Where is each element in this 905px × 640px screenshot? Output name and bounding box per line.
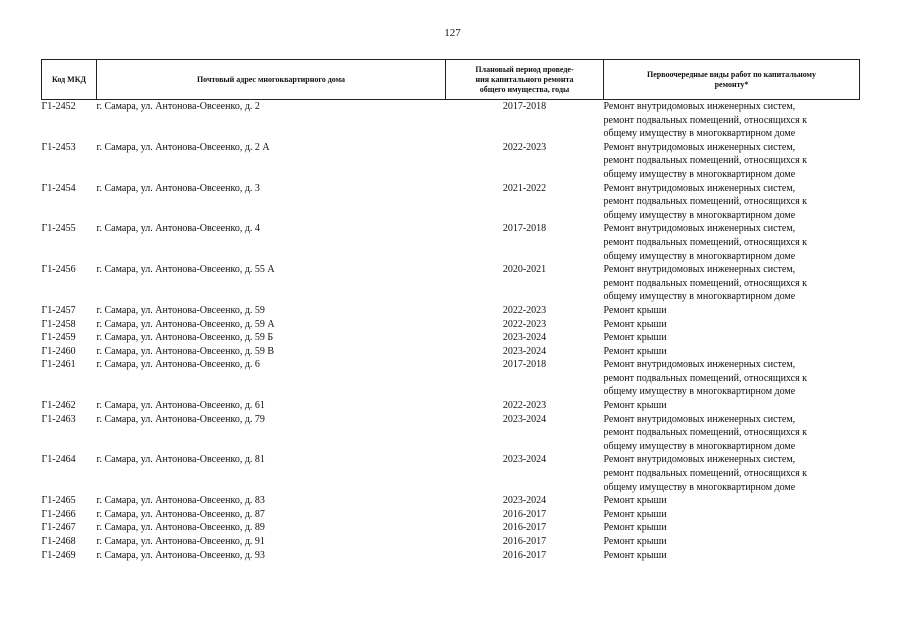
table-row [42,182,860,223]
row-works-line: ремонт подвальных помещений, относящихся к [603,155,808,167]
table-row [42,331,860,345]
row-works [604,222,860,263]
row-works-line: ремонт подвальных помещений, относящихся к [603,196,808,208]
table-row [42,345,860,359]
row-code: Г1-2454 [41,182,76,194]
row-period: 2022-2023 [502,400,547,412]
row-works-line: общему имуществу в многоквартирном доме [603,440,796,452]
row-works-line: Ремонт внутридомовых инженерных систем, [603,264,796,276]
row-period: 2020-2021 [502,264,547,276]
page-number: 127 [444,27,461,39]
row-code: Г1-2453 [41,141,76,153]
row-address: г. Самара, ул. Антонова-Овсеенко, д. 59 Б [96,332,274,344]
row-period: 2023-2024 [502,413,547,425]
row-address: г. Самара, ул. Антонова-Овсеенко, д. 3 [96,182,260,194]
row-works [604,358,860,399]
row-code: Г1-2467 [41,522,76,534]
header-period-line: Плановый период проведе- [475,64,574,74]
row-works [604,182,860,223]
row-code: Г1-2459 [41,332,76,344]
table-row [42,453,860,494]
row-works-line: Ремонт внутридомовых инженерных систем, [603,182,796,194]
row-period: 2023-2024 [502,495,547,507]
row-code: Г1-2460 [41,345,76,357]
table-row [42,263,860,304]
row-works [604,413,860,454]
table-row [42,494,860,508]
row-works [604,399,860,413]
row-works-line: ремонт подвальных помещений, относящихся к [603,114,808,126]
row-works-line: Ремонт внутридомовых инженерных систем, [603,413,796,425]
row-address: г. Самара, ул. Антонова-Овсеенко, д. 59 В [96,345,275,357]
header-period-line: общего имущества, годы [479,84,570,94]
header-code: Код МКД [42,60,97,100]
table-row [42,399,860,413]
row-code: Г1-2457 [41,304,76,316]
row-works-line: ремонт подвальных помещений, относящихся к [603,236,808,248]
row-works [604,453,860,494]
row-works-line: Ремонт крыши [603,304,667,316]
row-address: г. Самара, ул. Антонова-Овсеенко, д. 89 [96,522,265,534]
row-works [604,331,860,345]
repair-schedule-table [41,59,860,562]
row-works-line: общему имуществу в многоквартирном доме [603,250,796,262]
row-works-line: Ремонт крыши [603,400,667,412]
row-works [604,521,860,535]
row-works [604,345,860,359]
header-address: Почтовый адрес многоквартирного дома [97,60,446,100]
row-works-line: Ремонт внутридомовых инженерных систем, [603,454,796,466]
table-row [42,141,860,182]
table-row [42,508,860,522]
row-works-line: ремонт подвальных помещений, относящихся к [603,277,808,289]
row-code: Г1-2469 [41,549,76,561]
row-period: 2017-2018 [502,101,547,112]
row-address: г. Самара, ул. Антонова-Овсеенко, д. 6 [96,359,260,371]
row-works [604,318,860,332]
row-code: Г1-2466 [41,508,76,520]
row-code: Г1-2463 [41,413,76,425]
row-works-line: Ремонт внутридомовых инженерных систем, [603,223,796,235]
row-works-line: ремонт подвальных помещений, относящихся к [603,427,808,439]
row-works-line: Ремонт крыши [603,332,667,344]
row-period: 2023-2024 [502,332,547,344]
row-code: Г1-2456 [41,264,76,276]
row-address: г. Самара, ул. Антонова-Овсеенко, д. 93 [96,549,265,561]
row-address: г. Самара, ул. Антонова-Овсеенко, д. 87 [96,508,265,520]
header-period [446,60,604,100]
header-works-line: Первоочередные виды работ по капитальному [646,69,816,79]
row-works [604,549,860,563]
row-code: Г1-2468 [41,536,76,547]
row-works [604,494,860,508]
row-works-line: Ремонт внутридомовых инженерных систем, [603,101,796,112]
table-row [42,413,860,454]
row-code: Г1-2455 [41,223,76,235]
row-code: Г1-2461 [41,359,76,371]
row-works-line: Ремонт крыши [603,508,667,520]
row-works-line: Ремонт крыши [603,536,667,547]
table-row [42,549,860,563]
row-address: г. Самара, ул. Антонова-Овсеенко, д. 59 А [96,318,275,330]
row-address: г. Самара, ул. Антонова-Овсеенко, д. 59 [96,304,265,316]
table-row [42,535,860,549]
header-works [604,60,860,100]
row-period: 2022-2023 [502,318,547,330]
row-address: г. Самара, ул. Антонова-Овсеенко, д. 61 [96,400,265,412]
row-works [604,141,860,182]
row-works-line: общему имуществу в многоквартирном доме [603,291,796,303]
row-works [604,263,860,304]
row-code: Г1-2464 [41,454,76,466]
row-works-line: ремонт подвальных помещений, относящихся к [603,372,808,384]
row-period: 2016-2017 [502,549,547,561]
row-works-line: Ремонт внутридомовых инженерных систем, [603,141,796,153]
header-works-line: ремонту* [714,79,749,89]
row-period: 2022-2023 [502,141,547,153]
row-period: 2022-2023 [502,304,547,316]
row-works [604,508,860,522]
row-works [604,100,860,141]
row-works-line: Ремонт крыши [603,522,667,534]
row-address: г. Самара, ул. Антонова-Овсеенко, д. 91 [96,536,265,547]
table-row [42,304,860,318]
table-row [42,521,860,535]
row-period: 2017-2018 [502,223,547,235]
row-works-line: Ремонт крыши [603,549,667,561]
header-period-line: ния капитального ремонта [475,74,574,84]
table-row [42,358,860,399]
row-works-line: Ремонт внутридомовых инженерных систем, [603,359,796,371]
row-period: 2021-2022 [502,182,547,194]
row-code: Г1-2452 [41,101,76,112]
row-works-line: общему имуществу в многоквартирном доме [603,481,796,493]
row-address: г. Самара, ул. Антонова-Овсеенко, д. 83 [96,495,265,507]
row-works-line: общему имуществу в многоквартирном доме [603,386,796,398]
row-works-line: общему имуществу в многоквартирном доме [603,168,796,180]
row-period: 2023-2024 [502,345,547,357]
row-code: Г1-2462 [41,400,76,412]
row-address: г. Самара, ул. Антонова-Овсеенко, д. 81 [96,454,265,466]
row-works-line: общему имуществу в многоквартирном доме [603,209,796,221]
row-address: г. Самара, ул. Антонова-Овсеенко, д. 79 [96,413,265,425]
row-address: г. Самара, ул. Антонова-Овсеенко, д. 2 [96,101,260,112]
row-address: г. Самара, ул. Антонова-Овсеенко, д. 55 А [96,264,275,276]
table-row [42,318,860,332]
row-period: 2017-2018 [502,359,547,371]
row-period: 2023-2024 [502,454,547,466]
table-row [42,100,860,141]
row-works [604,304,860,318]
row-code: Г1-2458 [41,318,76,330]
row-works-line: общему имуществу в многоквартирном доме [603,128,796,140]
row-address: г. Самара, ул. Антонова-Овсеенко, д. 4 [96,223,260,235]
row-works-line: Ремонт крыши [603,495,667,507]
table-header [42,60,860,100]
row-period: 2016-2017 [502,536,547,547]
table-body [42,100,860,563]
row-code: Г1-2465 [41,495,76,507]
row-works-line: Ремонт крыши [603,345,667,357]
row-period: 2016-2017 [502,522,547,534]
table-row [42,222,860,263]
header-row [42,60,860,100]
row-works-line: ремонт подвальных помещений, относящихся к [603,468,808,480]
row-works [604,535,860,549]
row-works-line: Ремонт крыши [603,318,667,330]
row-address: г. Самара, ул. Антонова-Овсеенко, д. 2 А [96,141,270,153]
row-period: 2016-2017 [502,508,547,520]
